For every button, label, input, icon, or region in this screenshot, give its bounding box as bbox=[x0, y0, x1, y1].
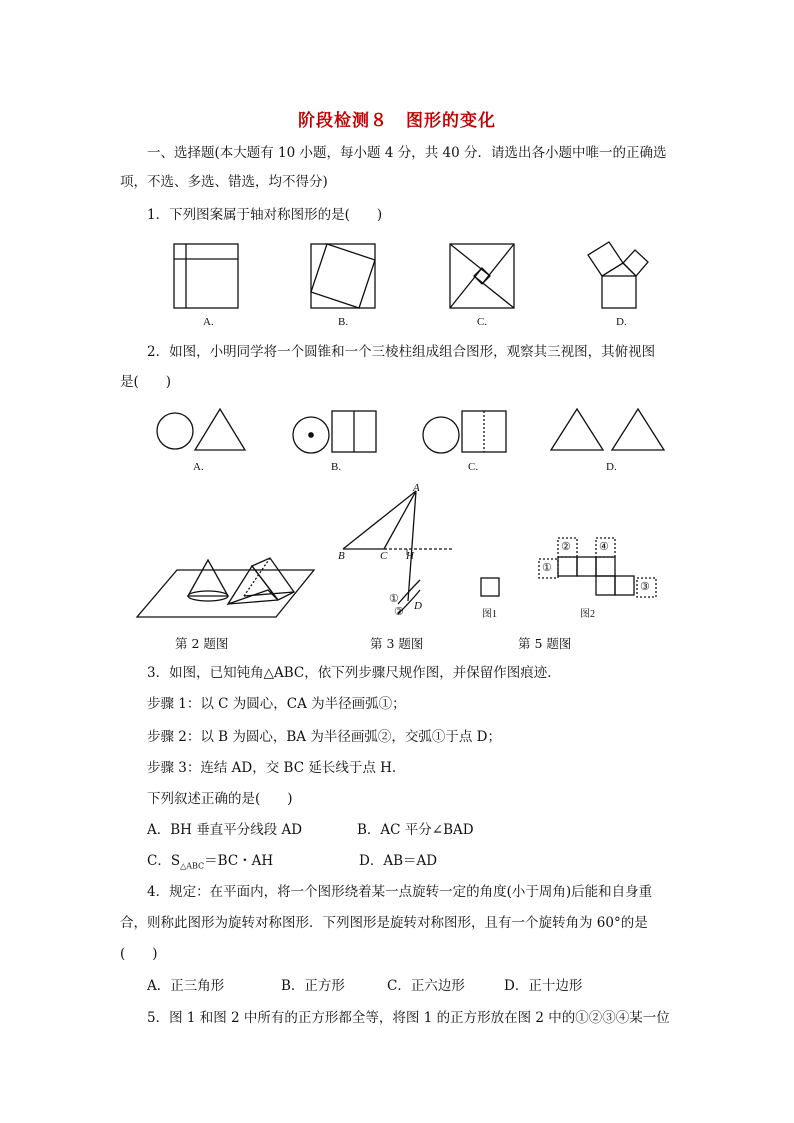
q3-arc-1-label: ① bbox=[389, 593, 399, 605]
q3-point-c: C bbox=[380, 550, 388, 562]
q3-option-a: A．BH 垂直平分线段 AD bbox=[147, 822, 303, 838]
q2-label-d: D. bbox=[606, 461, 617, 473]
caption-q5: 第 5 题图 bbox=[518, 636, 572, 651]
q3-point-a: A bbox=[413, 482, 420, 494]
section-intro-line1: 一、选择题(本大题有 10 小题，每小题 4 分，共 40 分．请选出各小题中唯一的正确选 bbox=[147, 145, 667, 161]
q4-line3: ( ) bbox=[120, 946, 158, 962]
q3-point-h: H bbox=[406, 550, 414, 562]
q2-label-c: C. bbox=[468, 461, 479, 473]
page-title: 阶段检测８ 图形的变化 bbox=[298, 111, 496, 131]
q3-option-c-subscript: △ABC bbox=[180, 861, 205, 871]
q4-option-c: C．正六边形 bbox=[387, 978, 465, 994]
q1-stem: 1．下列图案属于轴对称图形的是( ) bbox=[147, 207, 383, 223]
q3-question: 下列叙述正确的是( ) bbox=[147, 791, 293, 807]
q1-label-d: D. bbox=[616, 316, 627, 328]
q2-label-a: A. bbox=[193, 461, 204, 473]
q5-fig1-label: 图1 bbox=[482, 609, 497, 620]
q2-solid-figure bbox=[137, 558, 314, 617]
q5-fig2-label: 图2 bbox=[580, 609, 595, 620]
q5-figure-2 bbox=[539, 538, 656, 597]
q5-slot-3: ③ bbox=[640, 581, 650, 593]
q3-step3: 步骤 3：连结 AD，交 BC 延长线于点 H. bbox=[147, 760, 397, 776]
q1-label-b: B. bbox=[338, 316, 349, 328]
q4-option-a: A．正三角形 bbox=[147, 978, 225, 994]
q5-slot-2: ② bbox=[561, 541, 571, 553]
q3-point-d: D bbox=[414, 600, 422, 612]
q2-stem-line2: 是( ) bbox=[120, 374, 172, 390]
q3-option-c bbox=[147, 851, 273, 877]
q2-stem-line1: 2．如图，小明同学将一个圆锥和一个三棱柱组成组合图形，观察其三视图，其俯视图 bbox=[147, 344, 656, 360]
q4-line2: 合，则称此图形为旋转对称图形．下列图形是旋转对称图形，且有一个旋转角为 60°的是 bbox=[120, 915, 648, 931]
q1-label-a: A. bbox=[203, 316, 214, 328]
q3-option-d: D．AB＝AD bbox=[359, 853, 438, 869]
q3-option-c-suffix: ＝BC・AH bbox=[204, 853, 274, 869]
q4-line1: 4．规定：在平面内，将一个图形绕着某一点旋转一定的角度(小于周角)后能和自身重 bbox=[147, 884, 653, 900]
q3-option-c-prefix: C．S bbox=[147, 853, 181, 869]
q4-option-b: B．正方形 bbox=[281, 978, 345, 994]
q3-step2: 步骤 2：以 B 为圆心，BA 为半径画弧②，交弧①于点 D； bbox=[147, 729, 501, 745]
q3-step1: 步骤 1：以 C 为圆心，CA 为半径画弧①； bbox=[147, 696, 406, 712]
q5-figure-1 bbox=[481, 578, 499, 596]
q2-label-b: B. bbox=[331, 461, 342, 473]
q5-slot-1: ① bbox=[542, 562, 552, 574]
q1-label-c: C. bbox=[477, 316, 488, 328]
q5-slot-4: ④ bbox=[599, 541, 609, 553]
q3-stem: 3．如图，已知钝角△ABC，依下列步骤尺规作图，并保留作图痕迹． bbox=[147, 665, 561, 681]
section-intro-line2: 项，不选、多选、错选，均不得分) bbox=[120, 174, 328, 190]
q3-option-b: B．AC 平分∠BAD bbox=[357, 822, 474, 838]
caption-q3: 第 3 题图 bbox=[370, 636, 424, 651]
q3-point-b: B bbox=[338, 550, 345, 562]
caption-q2: 第 2 题图 bbox=[175, 636, 229, 651]
q5-line1: 5．图 1 和图 2 中所有的正方形都全等，将图 1 的正方形放在图 2 中的①②③④某一位 bbox=[147, 1010, 670, 1026]
q4-option-d: D．正十边形 bbox=[504, 978, 583, 994]
q3-arc-2-label: ② bbox=[394, 606, 404, 618]
